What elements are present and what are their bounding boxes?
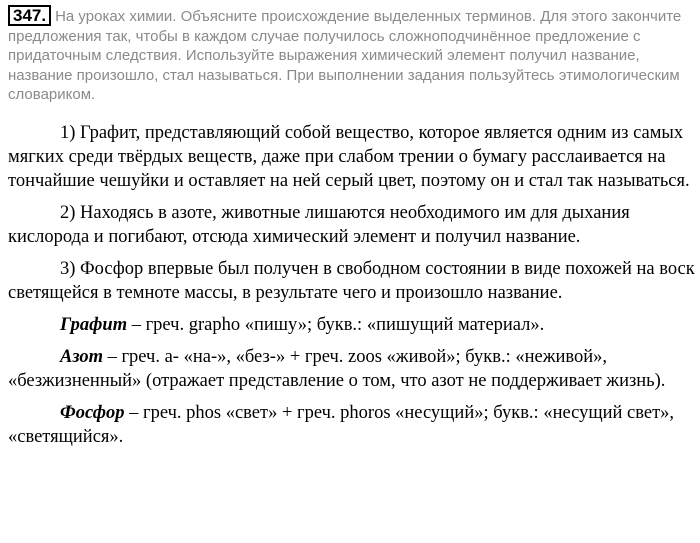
etymology-fosfor-text: – греч. phos «свет» + греч. phoros «несущий»; букв.: «несущий свет», «светящийся».	[8, 403, 675, 447]
sentence-3: 3) Фосфор впервые был получен в свободном состоянии в виде похожей на воск светящейся в темноте массы, в результате чего и произошло название.	[8, 259, 695, 303]
term-grafit: Графит	[60, 315, 128, 335]
etymology-azot-text: – греч. а- «на-», «без-» + греч. zoos «живой»; букв.: «неживой», «безжизненный» (отражает представление о том, что азот не поддерживает жизнь).	[8, 347, 666, 391]
etymology-grafit	[8, 313, 696, 337]
etymology-azot	[8, 345, 696, 393]
etymology-grafit-text: – греч. grapho «пишу»; букв.: «пишущий материал».	[127, 315, 545, 335]
task-text: На уроках химии. Объясните происхождение выделенных терминов. Для этого закончите предложения так, чтобы в каждом случае получилось сложноподчинённое предложение с придаточным следствия. Используйте выражения химический элемент получил название, название произошло, стал называться. При выполнении задания пользуйтесь этимологическим словариком.	[8, 8, 682, 103]
sentence-1: 1) Графит, представляющий собой вещество, которое является одним из самых мягких среди твёрдых веществ, даже при слабом трении о бумагу расслаивается на тончайшие чешуйки и оставляет на ней серый цвет, поэтому он и стал так называться.	[8, 123, 690, 191]
sentence-2: 2) Находясь в азоте, животные лишаются необходимого им для дыхания кислорода и погибают, отсюда химический элемент и получил название.	[8, 203, 630, 247]
task-number: 347.	[8, 5, 51, 26]
task-instruction	[8, 5, 698, 105]
etymology-fosfor	[8, 401, 696, 449]
term-azot: Азот	[60, 347, 103, 367]
term-fosfor: Фосфор	[60, 403, 125, 423]
exercise-content	[8, 121, 696, 457]
